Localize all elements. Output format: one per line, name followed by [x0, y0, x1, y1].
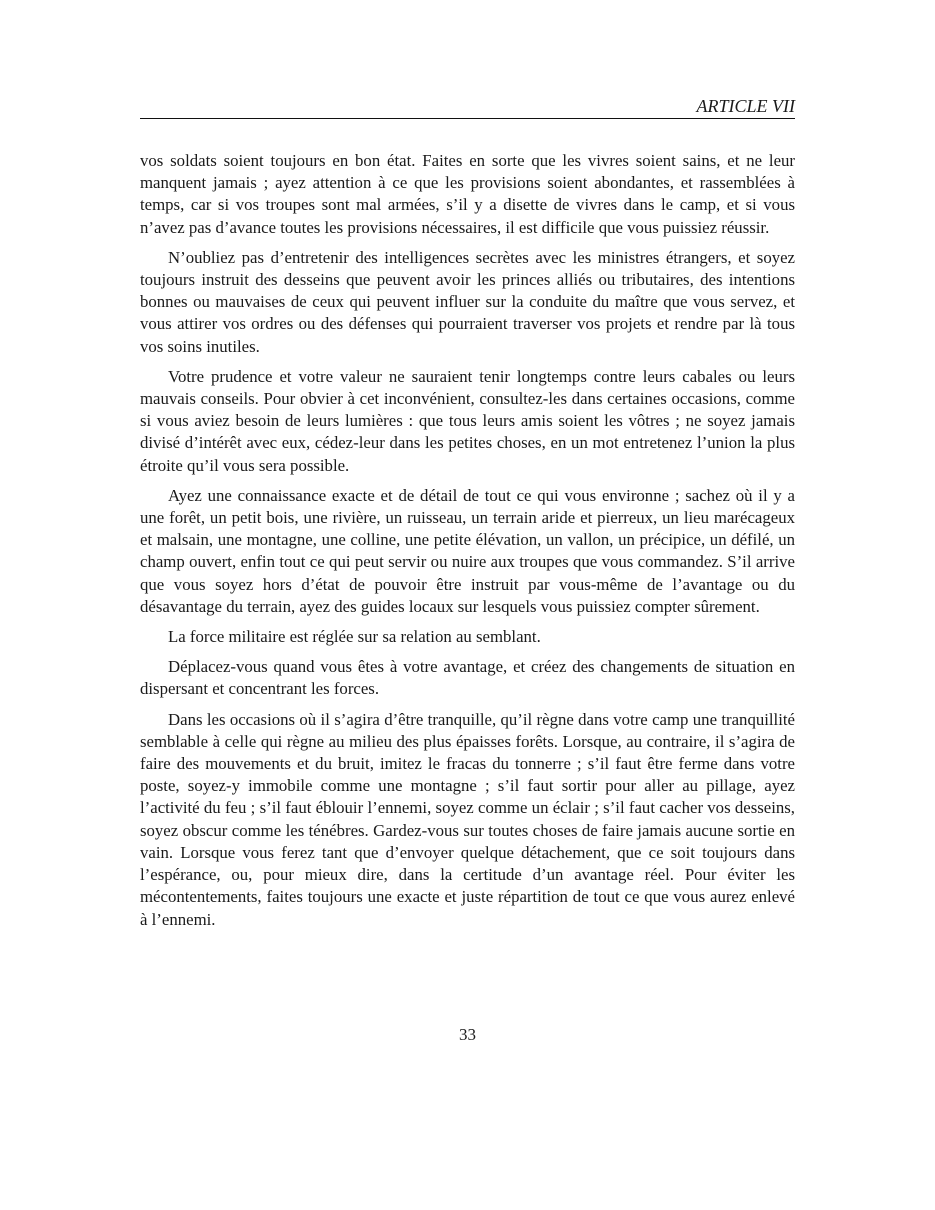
paragraph: Ayez une connaissance exacte et de détail de tout ce qui vous environne ; sachez où il y a une forêt, un petit bois, une rivière, un ruisseau, un terrain aride et pierreux, un lieu marécageux et malsain, une montagne, une colline, une petite élévation, un vallon, un précipice, un défilé, un champ ouvert, enfin tout ce qui peut servir ou nuire aux troupes que vous commandez. S’il arrive que vous soyez hors d’état de pouvoir être instruit par vous-même de l’avantage ou du désavantage du terrain, ayez des guides locaux sur lesquels vous puissiez compter sûrement.	[140, 485, 795, 616]
running-title: ARTICLE VII	[696, 96, 795, 116]
paragraph: Déplacez-vous quand vous êtes à votre avantage, et créez des changements de situation en dispersant et concentrant les forces.	[140, 657, 795, 699]
paragraph: Votre prudence et votre valeur ne sauraient tenir longtemps contre leurs cabales ou leurs mauvais conseils. Pour obvier à cet inconvénient, consultez-les dans certaines occasions, comme si vous aviez besoin de leurs lumières : que tous leurs amis soient les vôtres ; ne soyez jamais divisé d’intérêt avec eux, cédez-leur dans les petites choses, en un mot entretenez l’union la plus étroite qu’il vous sera possible.	[140, 366, 795, 475]
paragraph: N’oubliez pas d’entretenir des intelligences secrètes avec les ministres étrangers, et soyez toujours instruit des desseins que peuvent avoir les princes alliés ou tributaires, des intentions bonnes ou mauvaises de ceux qui peuvent influer sur la conduite du maître que vous servez, et vous attirer vos ordres ou des défenses qui pourraient traverser vos projets et rendre par là tous vos soins inutiles.	[140, 247, 795, 356]
paragraph-continuation: vos soldats soient toujours en bon état. Faites en sorte que les vivres soient sains, et ne leur manquent jamais ; ayez attention à ce que les provisions soient abondantes, et rassemblées à temps, car si vos troupes sont mal armées, s’il y a disette de vivres dans le camp, et si vous n’avez pas d’avance toutes les provisions nécessaires, il est difficile que vous puissiez réussir.	[140, 151, 795, 237]
paragraph: La force militaire est réglée sur sa relation au semblant.	[168, 627, 541, 647]
page-number: 33	[459, 1025, 476, 1044]
paragraph: Dans les occasions où il s’agira d’être tranquille, qu’il règne dans votre camp une tranquillité semblable à celle qui règne au milieu des plus épaisses forêts. Lorsque, au contraire, il s’agira de faire des mouvements et du bruit, imitez le fracas du tonnerre ; s’il faut être ferme dans votre poste, soyez-y immobile comme une montagne ; s’il faut sortir pour aller au pillage, ayez l’activité du feu ; s’il faut éblouir l’ennemi, soyez comme un éclair ; s’il faut cacher vos desseins, soyez obscur comme les ténébres. Gardez-vous sur toutes choses de faire jamais aucune sortie en vain. Lorsque vous ferez tant que d’envoyer quelque détachement, que ce soit toujours dans l’espérance, ou, pour mieux dire, dans la certitude d’un avantage réel. Pour éviter les mécontentements, faites toujours une exacte et juste répartition de tout ce que vous aurez enlevé à l’ennemi.	[140, 709, 795, 929]
page-body	[140, 150, 795, 939]
running-header	[140, 94, 795, 119]
